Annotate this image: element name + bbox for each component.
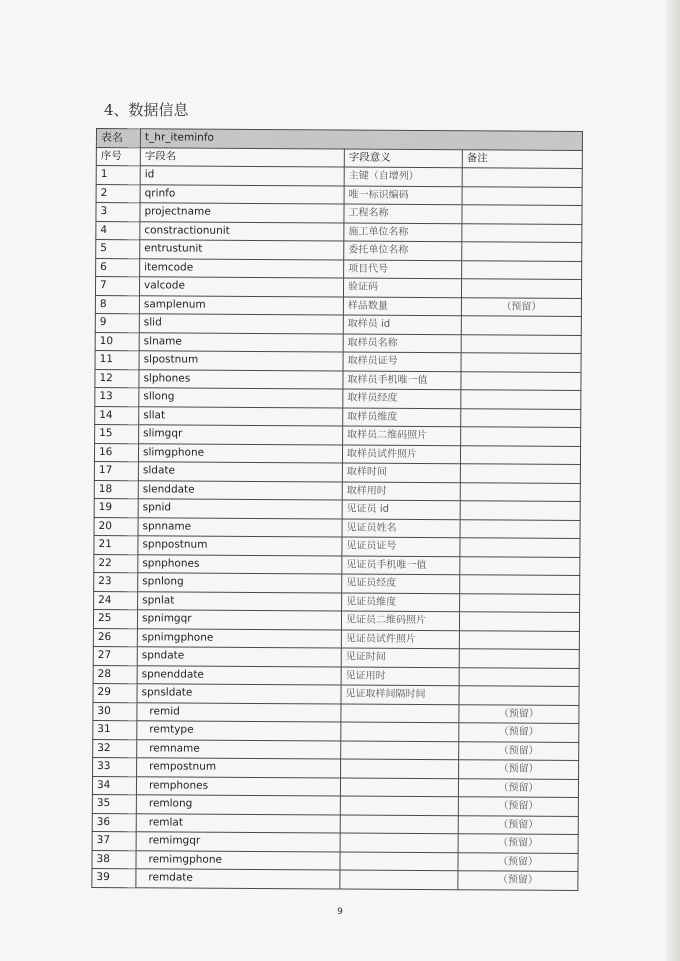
row-note	[460, 556, 580, 575]
row-field-meaning: 见证员试件照片	[341, 630, 459, 649]
row-field-meaning: 见证员二维码照片	[341, 611, 459, 630]
row-field-meaning: 项目代号	[344, 260, 462, 279]
row-field-meaning: 取样员 id	[343, 315, 461, 334]
row-field-name: remlat	[136, 813, 340, 833]
row-note: （预留）	[458, 834, 578, 853]
row-note	[459, 686, 579, 705]
row-note	[459, 630, 579, 649]
row-note	[460, 482, 580, 501]
row-number: 11	[95, 350, 139, 369]
row-note: （预留）	[458, 852, 578, 871]
row-field-meaning	[340, 870, 458, 889]
row-number: 3	[96, 203, 140, 222]
row-field-meaning: 取样员手机唯一值	[343, 371, 461, 390]
row-field-name: slname	[139, 332, 343, 352]
row-note	[461, 408, 581, 427]
row-field-name: slimgphone	[138, 443, 342, 463]
row-number: 2	[96, 184, 140, 203]
row-number: 4	[96, 221, 140, 240]
row-field-meaning	[340, 796, 458, 815]
row-field-meaning: 取样员证号	[343, 352, 461, 371]
row-field-name: slpostnum	[139, 351, 343, 371]
row-field-meaning	[340, 852, 458, 871]
row-field-name: qrinfo	[140, 184, 344, 204]
row-note: （预留）	[459, 723, 579, 742]
row-number: 1	[96, 166, 140, 185]
row-number: 20	[94, 517, 138, 536]
row-field-meaning: 见证取样间隔时间	[341, 685, 459, 704]
row-number: 34	[92, 776, 136, 795]
row-field-name: spnpostnum	[138, 536, 342, 556]
row-number: 13	[95, 387, 139, 406]
row-number: 32	[93, 739, 137, 758]
row-field-meaning: 验证码	[343, 278, 461, 297]
row-note	[462, 205, 582, 224]
row-field-meaning	[341, 704, 459, 723]
row-field-meaning: 取样员试件照片	[342, 445, 460, 464]
row-field-meaning	[340, 833, 458, 852]
row-number: 7	[95, 277, 139, 296]
row-number: 29	[93, 683, 137, 702]
row-field-name: slphones	[139, 369, 343, 389]
row-field-meaning	[340, 815, 458, 834]
row-field-meaning: 取样员名称	[343, 334, 461, 353]
row-field-name: remlong	[136, 795, 340, 815]
row-field-meaning: 取样员维度	[343, 408, 461, 427]
section-title: 4、数据信息	[104, 101, 189, 119]
row-field-meaning: 见证用时	[341, 667, 459, 686]
row-field-meaning: 取样员二维码照片	[343, 426, 461, 445]
row-field-name: remtype	[137, 721, 341, 741]
table-name-value: t_hr_iteminfo	[140, 129, 582, 150]
row-note: （预留）	[459, 704, 579, 723]
row-number: 35	[92, 794, 136, 813]
row-field-meaning	[340, 778, 458, 797]
row-note	[460, 538, 580, 557]
row-field-name: remid	[137, 702, 341, 722]
row-note	[460, 519, 580, 538]
header-meaning: 字段意义	[344, 149, 462, 168]
row-note	[461, 371, 581, 390]
row-field-meaning	[341, 759, 459, 778]
row-field-name: constractionunit	[140, 221, 344, 241]
row-note	[462, 260, 582, 279]
row-number: 28	[93, 665, 137, 684]
row-field-meaning: 工程名称	[344, 204, 462, 223]
row-number: 26	[93, 628, 137, 647]
row-field-name: spnsldate	[137, 684, 341, 704]
row-note	[460, 575, 580, 594]
field-table	[91, 128, 583, 890]
row-number: 38	[92, 850, 136, 869]
row-field-meaning: 唯一标识编码	[344, 186, 462, 205]
row-field-meaning: 见证员姓名	[342, 519, 460, 538]
row-field-name: spnlat	[138, 591, 342, 611]
row-number: 5	[96, 240, 140, 259]
row-note: （预留）	[461, 297, 581, 316]
row-note: （预留）	[458, 797, 578, 816]
row-field-name: spnname	[138, 517, 342, 537]
row-number: 39	[92, 868, 136, 887]
row-field-meaning: 取样时间	[342, 463, 460, 482]
row-field-name: remphones	[136, 776, 340, 796]
row-field-name: spnphones	[138, 554, 342, 574]
row-number: 31	[93, 720, 137, 739]
row-number: 15	[95, 424, 139, 443]
row-number: 36	[92, 813, 136, 832]
page-number: 9	[337, 907, 343, 917]
row-note	[462, 168, 582, 187]
row-field-name: rempostnum	[137, 758, 341, 778]
row-note	[462, 223, 582, 242]
row-number: 16	[94, 443, 138, 462]
row-field-name: slimgqr	[139, 425, 343, 445]
row-note: （预留）	[459, 741, 579, 760]
row-field-name: sllong	[139, 388, 343, 408]
row-note	[460, 501, 580, 520]
row-number: 25	[93, 609, 137, 628]
row-field-meaning: 见证员经度	[342, 574, 460, 593]
row-number: 12	[95, 369, 139, 388]
row-number: 17	[94, 461, 138, 480]
row-field-meaning: 取样员经度	[343, 389, 461, 408]
row-field-name: remdate	[136, 869, 340, 889]
row-number: 10	[95, 332, 139, 351]
table-name-label: 表名	[96, 129, 140, 148]
row-field-name: sllat	[139, 406, 343, 426]
row-note	[459, 649, 579, 668]
row-note: （预留）	[458, 815, 578, 834]
row-number: 30	[93, 702, 137, 721]
row-note	[461, 334, 581, 353]
row-field-name: samplenum	[139, 295, 343, 315]
row-field-meaning	[341, 741, 459, 760]
row-note: （预留）	[458, 871, 578, 890]
row-number: 37	[92, 831, 136, 850]
row-note	[461, 427, 581, 446]
row-number: 14	[95, 406, 139, 425]
row-note	[460, 464, 580, 483]
row-number: 19	[94, 498, 138, 517]
row-field-meaning: 见证时间	[341, 648, 459, 667]
row-note	[461, 316, 581, 335]
table-row	[92, 868, 578, 889]
row-field-name: id	[140, 166, 344, 186]
row-field-name: sldate	[138, 462, 342, 482]
page-edge-shadow	[666, 0, 680, 961]
row-note	[462, 242, 582, 261]
row-note	[460, 445, 580, 464]
row-field-name: slid	[139, 314, 343, 334]
row-field-name: spnimgphone	[137, 628, 341, 648]
row-field-name: spnid	[138, 499, 342, 519]
row-number: 24	[94, 591, 138, 610]
row-note	[461, 390, 581, 409]
row-field-name: entrustunit	[140, 240, 344, 260]
row-field-name: projectname	[140, 203, 344, 223]
row-note	[459, 667, 579, 686]
row-field-meaning	[341, 722, 459, 741]
row-field-name: spnlong	[138, 573, 342, 593]
row-field-name: remname	[137, 739, 341, 759]
row-note	[460, 593, 580, 612]
row-field-meaning: 样品数量	[343, 297, 461, 316]
row-number: 18	[94, 480, 138, 499]
row-field-name: remimgphone	[136, 850, 340, 870]
row-field-meaning: 见证员 id	[342, 500, 460, 519]
row-number: 8	[95, 295, 139, 314]
row-field-meaning: 见证员证号	[342, 537, 460, 556]
row-field-name: spnimgqr	[137, 610, 341, 630]
row-number: 23	[94, 572, 138, 591]
row-number: 9	[95, 313, 139, 332]
row-field-meaning: 施工单位名称	[344, 223, 462, 242]
row-number: 33	[93, 757, 137, 776]
header-field: 字段名	[140, 147, 344, 167]
row-field-meaning: 委托单位名称	[344, 241, 462, 260]
row-number: 22	[94, 554, 138, 573]
row-number: 21	[94, 535, 138, 554]
header-note: 备注	[462, 149, 582, 168]
header-seq: 序号	[96, 147, 140, 166]
row-note	[462, 186, 582, 205]
row-field-name: spnenddate	[137, 665, 341, 685]
row-field-meaning: 主键（自增列）	[344, 167, 462, 186]
row-field-meaning: 取样用时	[342, 482, 460, 501]
row-note: （预留）	[458, 778, 578, 797]
row-note	[461, 279, 581, 298]
row-note: （预留）	[459, 760, 579, 779]
row-number: 27	[93, 646, 137, 665]
row-note	[461, 353, 581, 372]
row-field-name: slenddate	[138, 480, 342, 500]
row-number: 6	[96, 258, 140, 277]
row-field-name: itemcode	[140, 258, 344, 278]
row-field-name: remimgqr	[136, 832, 340, 852]
row-note	[459, 612, 579, 631]
row-field-name: spndate	[137, 647, 341, 667]
row-field-name: valcode	[139, 277, 343, 297]
row-field-meaning: 见证员维度	[342, 593, 460, 612]
row-field-meaning: 见证员手机唯一值	[342, 556, 460, 575]
